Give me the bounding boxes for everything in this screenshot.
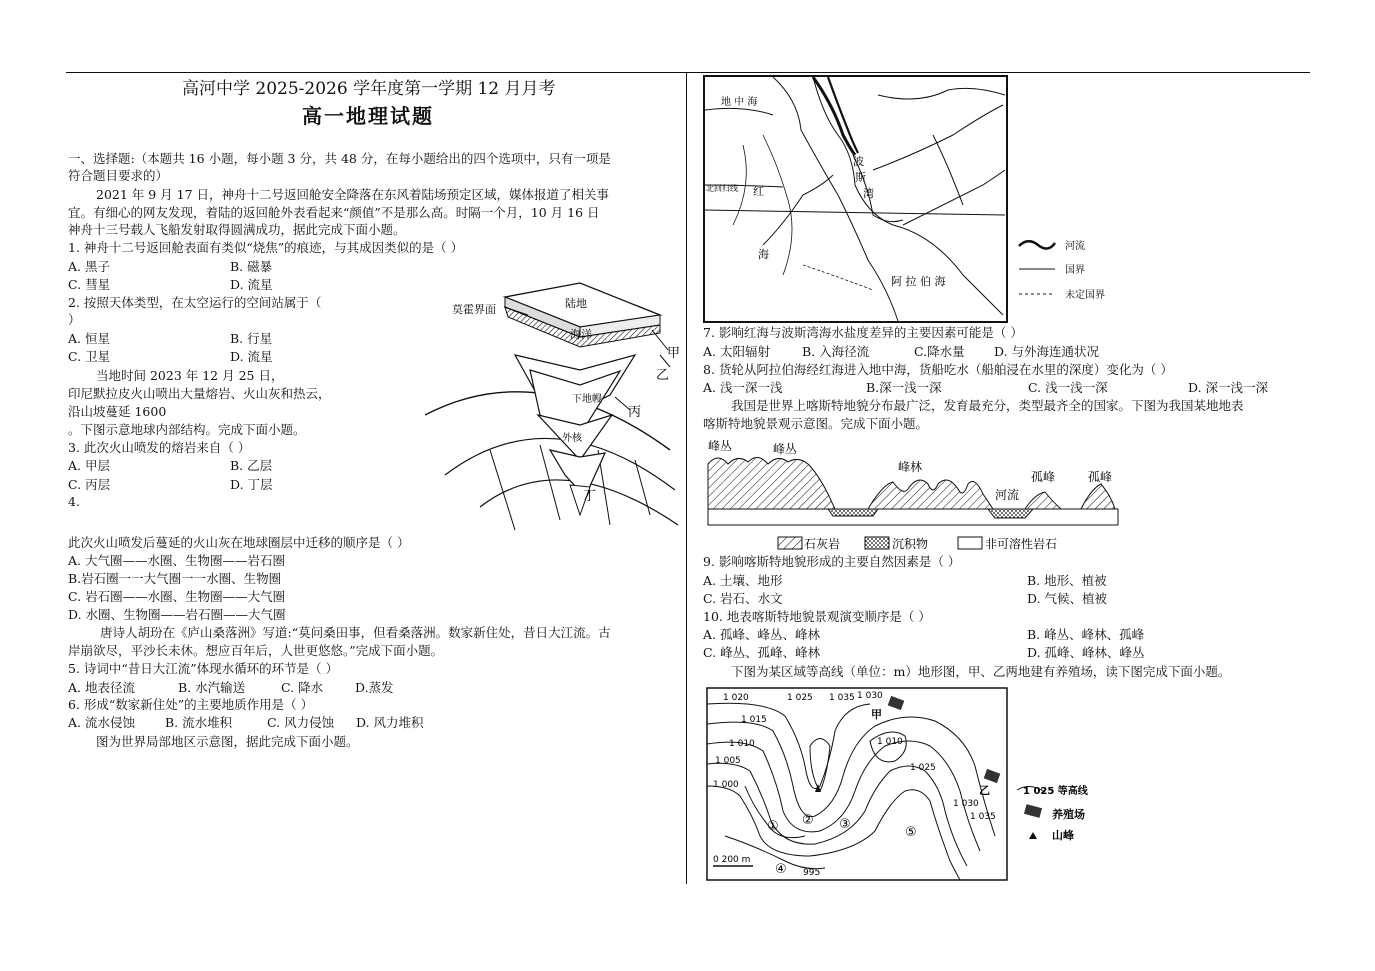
legend-contour: 1 025 等高线 — [1023, 786, 1088, 797]
column-divider — [686, 72, 687, 884]
contour-1005: 1 005 — [715, 756, 741, 766]
q8-option-d[interactable]: D. 深一浅一深 — [1188, 380, 1269, 395]
contour-1030-right: 1 030 — [953, 799, 979, 809]
question-9: 9. 影响喀斯特地貌形成的主要自然因素是（ ） — [703, 554, 961, 569]
label-red-sea-2: 海 — [758, 248, 769, 261]
contour-1010-inner: 1 010 — [877, 737, 903, 747]
q10-option-c[interactable]: C. 峰丛、孤峰、峰林 — [703, 645, 821, 660]
page-title: 高一地理试题 — [302, 104, 434, 128]
q2-option-c[interactable]: C. 卫星 — [68, 349, 111, 364]
outer-core-label: 外核 — [562, 433, 582, 444]
legend-non-soluble: 非可溶性岩石 — [985, 537, 1058, 551]
school-line: 高河中学 2025-2026 学年度第一学期 12 月月考 — [182, 79, 556, 99]
question-8: 8. 货轮从阿拉伯海经红海进入地中海，货船吃水（船舶浸在水里的深度）变化为（ ） — [703, 362, 1173, 377]
karst-landform-figure — [703, 434, 1123, 554]
contour-995: 995 — [803, 868, 821, 878]
point-1: ① — [767, 819, 779, 834]
label-tropic-of-cancer: 北回归线 — [706, 184, 738, 193]
legend-undefined-border: 未定国界 — [1065, 290, 1105, 301]
q6-option-d[interactable]: D. 风力堆积 — [356, 715, 424, 730]
question-1: 1. 神舟十二号返回舱表面有类似“烧焦”的痕迹，与其成因类似的是（ ） — [68, 240, 464, 255]
label-arabian-sea: 阿 拉 伯 海 — [891, 275, 946, 288]
q10-option-a[interactable]: A. 孤峰、峰丛、峰林 — [703, 627, 820, 642]
question-2-cont: ） — [68, 312, 81, 327]
q1-option-b[interactable]: B. 磁暴 — [230, 259, 273, 274]
label-mediterranean: 地 中 海 — [721, 97, 758, 108]
contour-1015: 1 015 — [741, 715, 767, 725]
point-2: ② — [802, 813, 814, 828]
q9-option-b[interactable]: B. 地形、植被 — [1027, 573, 1107, 588]
top-rule — [66, 72, 1310, 73]
lower-mantle-label: 下地幔 — [572, 394, 602, 405]
contour-1025-right: 1 025 — [910, 763, 936, 773]
intro5-line2: 喀斯特地貌景观示意图。完成下面小题。 — [703, 416, 929, 431]
earth-interior-figure — [420, 275, 682, 537]
contour-1035-top: 1 035 — [829, 693, 855, 703]
q3-option-b[interactable]: B. 乙层 — [230, 458, 273, 473]
question-5: 5. 诗词中“昔日大江流”体现水循环的环节是（ ） — [68, 661, 339, 676]
label-persian-3: 湾 — [863, 187, 874, 200]
question-10: 10. 地表喀斯特地貌景观演变顺序是（ ） — [703, 609, 931, 624]
label-red-sea-1: 红 — [753, 185, 764, 198]
label-fengcong-2: 峰丛 — [773, 442, 798, 456]
q5-option-b[interactable]: B. 水汽输送 — [178, 680, 246, 695]
layer-jia-label: 甲 — [667, 346, 681, 361]
q5-option-d[interactable]: D.蒸发 — [355, 680, 394, 695]
contour-1035-right: 1 035 — [970, 812, 996, 822]
q1-option-d[interactable]: D. 流星 — [230, 277, 273, 292]
q3-option-a[interactable]: A. 甲层 — [68, 458, 110, 473]
intro2-line4: 。下图示意地球内部结构。完成下面小题。 — [68, 422, 306, 437]
intro4: 图为世界局部地区示意图，据此完成下面小题。 — [96, 734, 359, 749]
q7-option-d[interactable]: D. 与外海连通状况 — [994, 344, 1100, 359]
label-fengcong-1: 峰丛 — [708, 439, 733, 453]
q8-option-b[interactable]: B.深一浅一深 — [866, 380, 942, 395]
intro3-line1: 唐诗人胡玢在《庐山桑落洲》写道:“莫问桑田事，但看桑落洲。数家新住处，昔日大江流。古 — [100, 625, 611, 640]
q6-option-c[interactable]: C. 风力侵蚀 — [267, 715, 335, 730]
legend-sediment: 沉积物 — [892, 537, 929, 551]
legend-farm: 养殖场 — [1052, 808, 1085, 821]
q4-option-b[interactable]: B.岩石圈一一大气圈一一水圈、生物圈 — [68, 571, 282, 586]
contour-1010-left: 1 010 — [729, 739, 755, 749]
q10-option-b[interactable]: B. 峰丛、峰林、孤峰 — [1027, 627, 1145, 642]
q7-option-a[interactable]: A. 太阳辐射 — [703, 344, 770, 359]
intro2-line1: 当地时间 2023 年 12 月 25 日， — [96, 368, 284, 383]
legend-farm-icon — [1024, 804, 1042, 818]
question-2: 2. 按照天体类型，在太空运行的空间站属于（ — [68, 295, 322, 310]
ocean-label: 海洋 — [570, 328, 592, 341]
intro5-line1: 我国是世界上喀斯特地貌分布最广泛，发育最充分，类型最齐全的国家。下图为我国某地地表 — [731, 398, 1244, 413]
q9-option-d[interactable]: D. 气候、植被 — [1027, 591, 1108, 606]
contour-1000: 1 000 — [713, 780, 739, 790]
label-fenglin: 峰林 — [898, 460, 923, 474]
q2-option-a[interactable]: A. 恒星 — [68, 331, 110, 346]
label-gufeng-1: 孤峰 — [1031, 470, 1056, 484]
middle-east-map — [703, 75, 1123, 325]
q10-option-d[interactable]: D. 孤峰、峰林、峰丛 — [1027, 645, 1145, 660]
q5-option-a[interactable]: A. 地表径流 — [68, 680, 135, 695]
farm-jia-label: 甲 — [871, 708, 882, 721]
contour-1030-top: 1 030 — [857, 691, 883, 701]
q9-option-a[interactable]: A. 土壤、地形 — [703, 573, 783, 588]
q8-option-a[interactable]: A. 浅一深一浅 — [703, 380, 783, 395]
q3-option-d[interactable]: D. 丁层 — [230, 477, 273, 492]
label-persian-1: 波 — [853, 155, 864, 168]
question-3: 3. 此次火山喷发的熔岩来自（ ） — [68, 440, 251, 455]
legend-peak: 山峰 — [1052, 829, 1074, 842]
question-4-number: 4. — [68, 494, 80, 509]
intro6: 下图为某区域等高线（单位：m）地形图，甲、乙两地建有养殖场，读下图完成下面小题。 — [731, 664, 1231, 679]
layer-ding-label: 丁 — [583, 489, 597, 504]
q2-option-d[interactable]: D. 流星 — [230, 349, 273, 364]
legend-peak-icon — [1029, 832, 1037, 839]
question-6: 6. 形成“数家新住处”的主要地质作用是（ ） — [68, 697, 314, 712]
layer-yi-label: 乙 — [656, 368, 670, 383]
q2-option-b[interactable]: B. 行星 — [230, 331, 273, 346]
intro1-line3: 神舟十三号载人飞船发射取得圆满成功，据此完成下面小题。 — [68, 222, 406, 237]
intro3-line2: 岸崩欲尽，平沙长未休。想应百年后，人世更悠悠。”完成下面小题。 — [68, 643, 444, 658]
farm-yi-label: 乙 — [979, 784, 990, 797]
q1-option-c[interactable]: C. 彗星 — [68, 277, 111, 292]
point-3: ③ — [839, 817, 851, 832]
legend-border: 国界 — [1065, 265, 1085, 276]
label-persian-2: 斯 — [855, 171, 866, 184]
label-river: 河流 — [995, 488, 1020, 502]
section-heading: 一、选择题:（本题共 16 小题，每小题 3 分，共 48 分，在每小题给出的四个选项中，只有一项是 — [68, 151, 611, 166]
q5-option-c[interactable]: C. 降水 — [281, 680, 324, 695]
legend-river: 河流 — [1065, 241, 1085, 252]
point-4: ④ — [775, 862, 787, 877]
question-4: 此次火山喷发后蔓延的火山灰在地球圈层中迁移的顺序是（ ） — [68, 535, 410, 550]
q8-option-c[interactable]: C. 浅一浅一深 — [1028, 380, 1108, 395]
question-7: 7. 影响红海与波斯湾海水盐度差异的主要因素可能是（ ） — [703, 325, 1023, 340]
contour-map-figure — [705, 686, 1125, 886]
intro1-line1: 2021 年 9 月 17 日，神舟十二号返回舱安全降落在东风着陆场预定区域，媒体报道了相关事 — [96, 187, 610, 202]
scale-bar: 0 200 m — [713, 855, 751, 865]
layer-bing-label: 丙 — [628, 405, 642, 420]
label-gufeng-2: 孤峰 — [1088, 470, 1113, 484]
legend-limestone: 石灰岩 — [804, 537, 841, 551]
q7-option-b[interactable]: B. 入海径流 — [802, 344, 870, 359]
moho-label: 莫霍界面 — [452, 303, 496, 316]
section-heading-cont: 符合题目要求的） — [68, 168, 169, 183]
q4-option-c[interactable]: C. 岩石圈——水圈、生物圈——大气圈 — [68, 589, 286, 604]
land-label: 陆地 — [565, 297, 587, 310]
q7-option-c[interactable]: C.降水量 — [914, 344, 965, 359]
q6-option-a[interactable]: A. 流水侵蚀 — [68, 715, 135, 730]
intro1-line2: 宜。有细心的网友发现，着陆的返回舱外表看起来“颜值”不是那么高。时隔一个月，10 月 16 日 — [68, 205, 600, 220]
contour-1020: 1 020 — [723, 693, 749, 703]
contour-1025-top: 1 025 — [787, 693, 813, 703]
q4-option-d[interactable]: D. 水圈、生物圈——岩石圈——大气圈 — [68, 607, 286, 622]
intro2-line3: 沿山坡蔓延 1600 — [68, 404, 167, 419]
intro2-line2: 印尼默拉皮火山喷出大量熔岩、火山灰和热云， — [68, 386, 331, 401]
q4-option-a[interactable]: A. 大气圈——水圈、生物圈——岩石圈 — [68, 553, 285, 568]
q6-option-b[interactable]: B. 流水堆积 — [165, 715, 233, 730]
q1-option-a[interactable]: A. 黑子 — [68, 259, 110, 274]
point-5: ⑤ — [905, 825, 917, 840]
q9-option-c[interactable]: C. 岩石、水文 — [703, 591, 783, 606]
q3-option-c[interactable]: C. 丙层 — [68, 477, 111, 492]
